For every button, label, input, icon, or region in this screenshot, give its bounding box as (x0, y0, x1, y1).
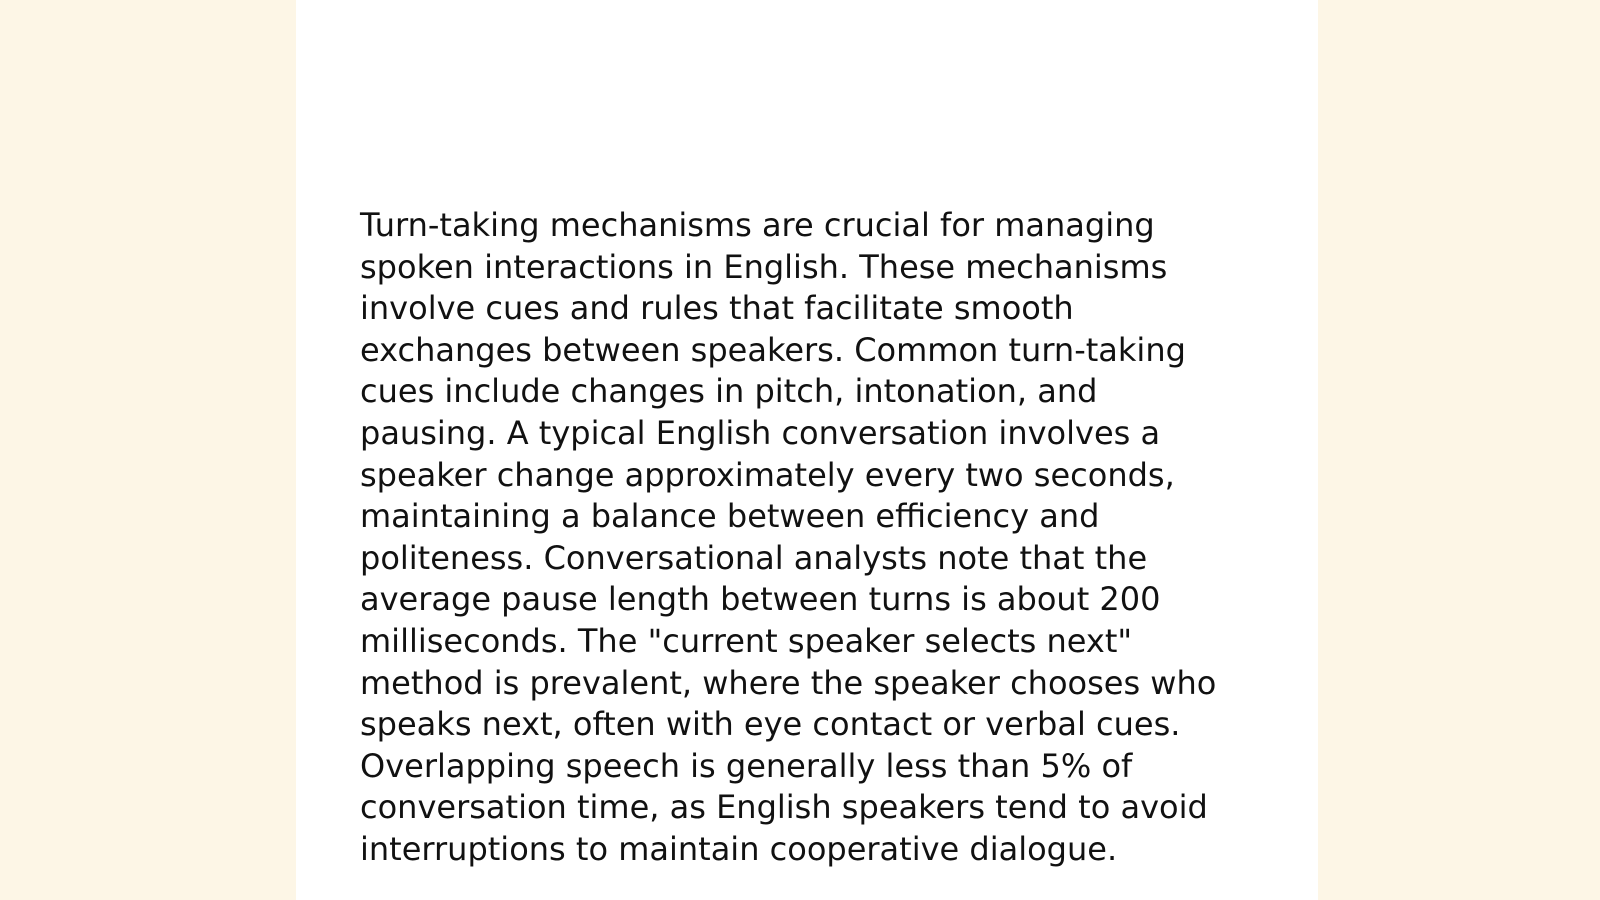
document-page (296, 0, 1318, 900)
body-paragraph: Turn-taking mechanisms are crucial for managing spoken interactions in English. These mechanisms involve cues and rules that facilitate smooth exchanges between speakers. Common turn-taking cues include changes in pitch, intonation, and pausing. A typical English conversation involves a speaker change approximately every two seconds, maintaining a balance between efficiency and politeness. Conversational analysts note that the average pause length between turns is about 200 milliseconds. The "current speaker selects next" method is prevalent, where the speaker chooses who speaks next, often with eye contact or verbal cues. Overlapping speech is generally less than 5% of conversation time, as English speakers tend to avoid interruptions to maintain cooperative dialogue. (360, 206, 1217, 868)
